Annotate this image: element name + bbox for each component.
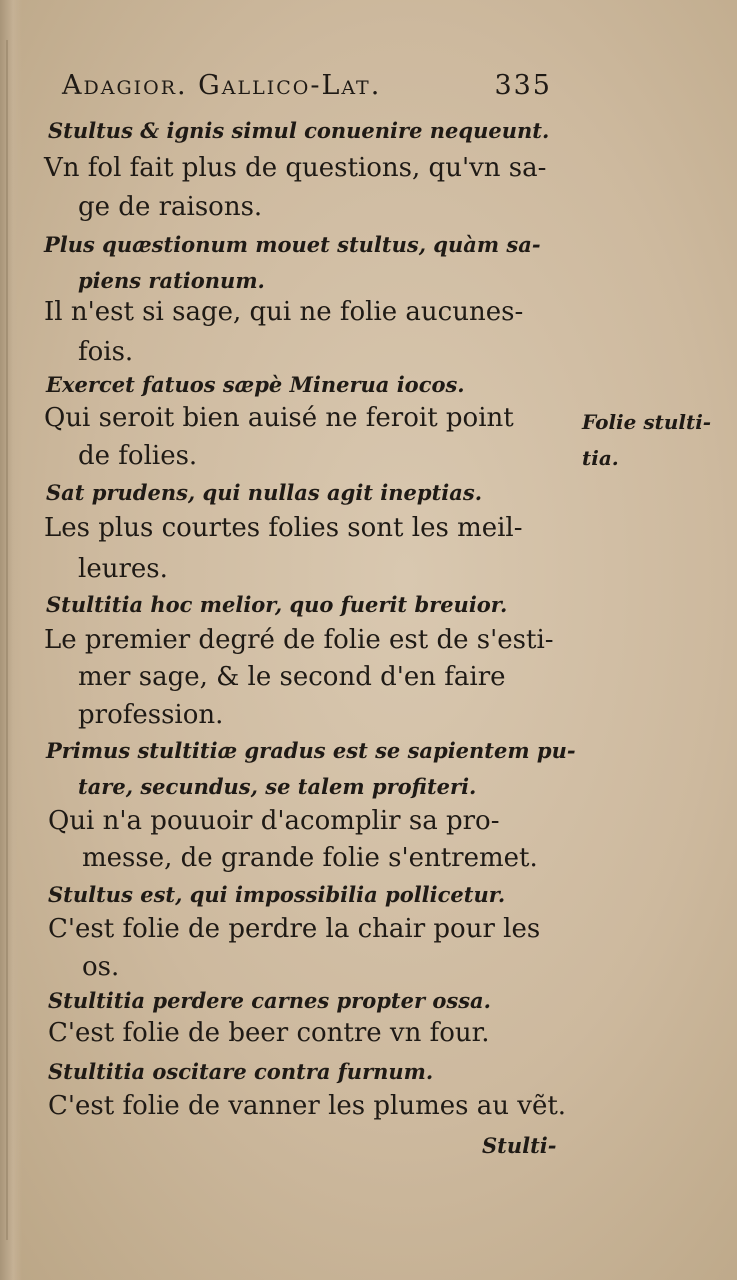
latin-line: Primus stultitiæ gradus est se sapientem pu- [46,738,576,763]
binding-shadow [6,40,8,1240]
latin-line: Plus quæstionum mouet stultus, quàm sa- [44,232,541,257]
french-line: Le premier degré de folie est de s'esti- [44,625,554,655]
french-line: Qui n'a pouuoir d'acomplir sa pro- [48,806,500,836]
french-line: profession. [78,700,224,730]
french-line: de folies. [78,441,198,471]
french-line: Qui seroit bien auisé ne feroit point [44,403,514,433]
french-line: leures. [78,554,168,584]
margin-note-line: tia. [582,446,619,470]
latin-line: Stultitia oscitare contra furnum. [48,1059,434,1084]
running-header [62,70,552,110]
french-line: messe, de grande folie s'entremet. [82,843,538,873]
latin-line: Stultus & ignis simul conuenire nequeunt. [48,118,550,143]
french-line: mer sage, & le second d'en faire [78,662,506,692]
page-number: 335 [494,70,552,101]
latin-line: Stultitia hoc melior, quo fuerit breuior. [46,592,508,617]
latin-line: tare, secundus, se talem profiteri. [78,774,477,799]
margin-note [582,404,711,476]
french-line: Les plus courtes folies sont les meil- [44,513,523,543]
french-line: ge de raisons. [78,192,263,222]
french-line: C'est folie de perdre la chair pour les [48,914,541,944]
catchword: Stulti- [482,1133,557,1158]
french-line: C'est folie de beer contre vn four. [48,1018,490,1048]
french-line: C'est folie de vanner les plumes au vẽt. [48,1091,567,1121]
french-line: Il n'est si sage, qui ne folie aucunes- [44,297,524,327]
french-line: fois. [78,337,134,367]
latin-line: Sat prudens, qui nullas agit ineptias. [46,480,483,505]
french-line: os. [82,952,120,982]
page-edge [0,0,22,1280]
latin-line: Stultitia perdere carnes propter ossa. [48,988,491,1013]
margin-note-line: Folie stulti- [582,410,712,434]
latin-line: Exercet fatuos sæpè Minerua iocos. [46,372,465,397]
latin-line: Stultus est, qui impossibilia pollicetur. [48,882,506,907]
running-title: Adagior. Gallico-Lat. [62,70,382,101]
french-line: Vn fol fait plus de questions, qu'vn sa- [44,153,547,183]
latin-line: piens rationum. [78,268,265,293]
